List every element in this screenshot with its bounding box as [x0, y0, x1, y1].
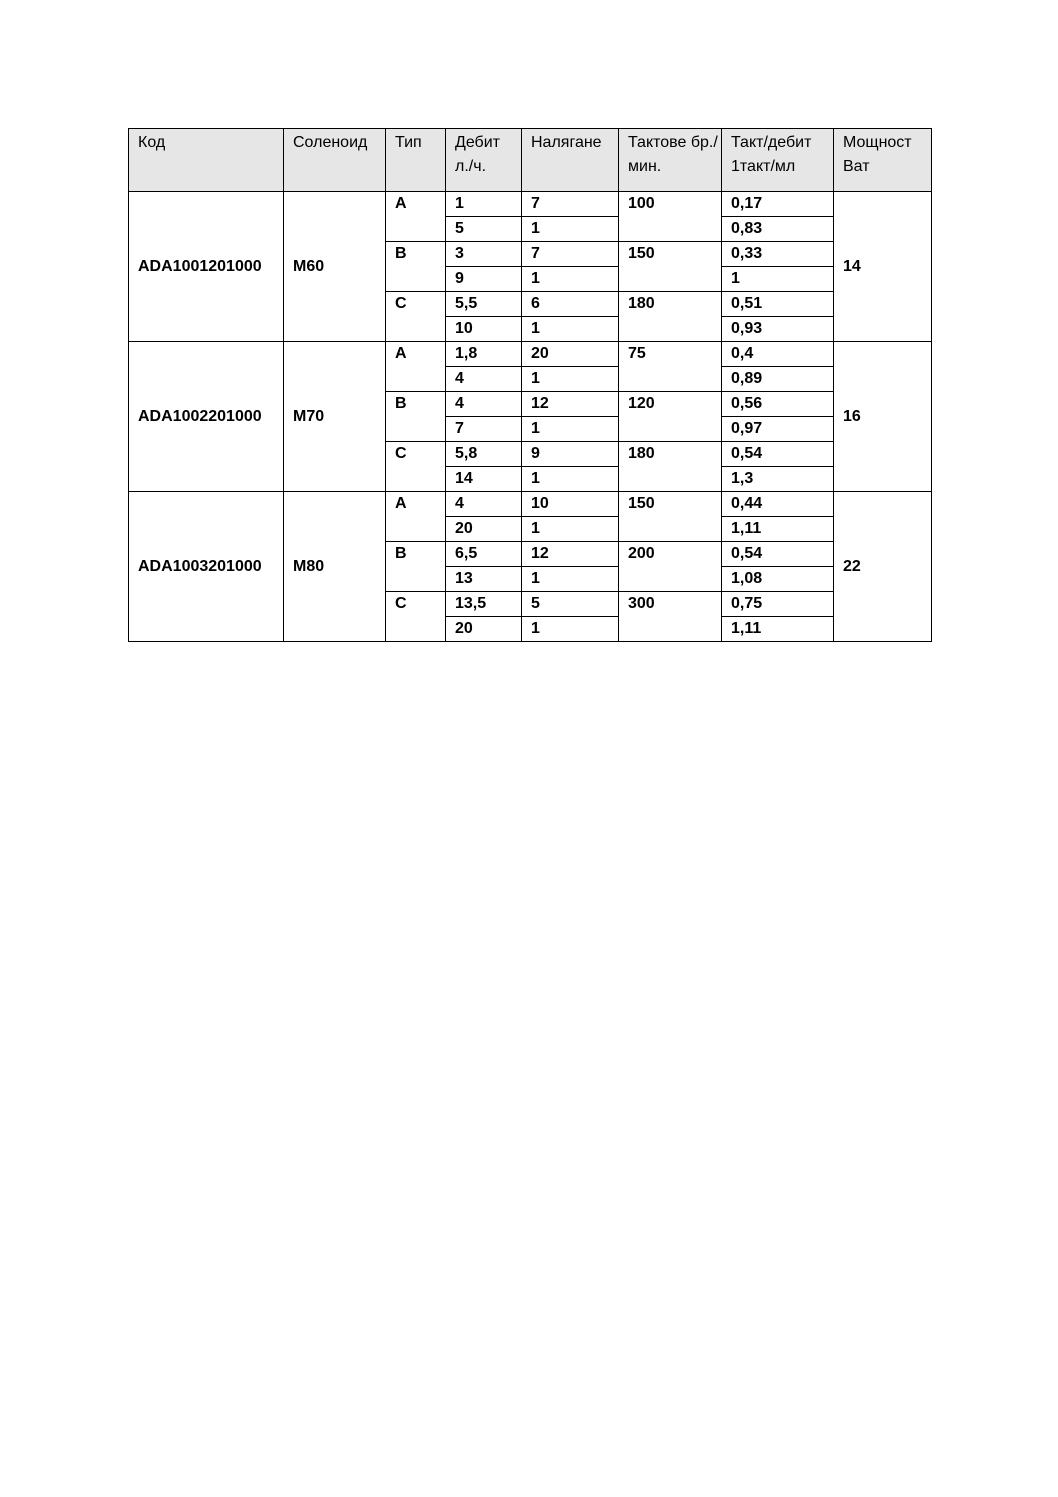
flow-rate: 20 — [446, 517, 522, 542]
power: 22 — [834, 492, 932, 642]
product-code: ADA1002201000 — [129, 342, 284, 492]
product-code: ADA1001201000 — [129, 192, 284, 342]
spec-table — [128, 128, 932, 642]
pressure: 12 — [522, 392, 619, 417]
pump-type: B — [386, 242, 446, 292]
flow-rate: 4 — [446, 367, 522, 392]
stroke-ratio: 0,17 — [722, 192, 834, 217]
solenoid: M80 — [284, 492, 386, 642]
strokes-per-minute: 180 — [619, 292, 722, 342]
pump-type: A — [386, 492, 446, 542]
stroke-ratio: 1,3 — [722, 467, 834, 492]
pump-type: B — [386, 392, 446, 442]
strokes-per-minute: 180 — [619, 442, 722, 492]
pump-type: A — [386, 192, 446, 242]
table-row — [129, 192, 932, 217]
pressure: 1 — [522, 467, 619, 492]
pressure: 1 — [522, 217, 619, 242]
strokes-per-minute: 300 — [619, 592, 722, 642]
flow-rate: 5,8 — [446, 442, 522, 467]
stroke-ratio: 0,51 — [722, 292, 834, 317]
pressure: 5 — [522, 592, 619, 617]
strokes-per-minute: 75 — [619, 342, 722, 392]
pump-type: B — [386, 542, 446, 592]
header-flow: Дебит л./ч. — [446, 129, 522, 192]
header-row — [129, 129, 932, 192]
power: 14 — [834, 192, 932, 342]
strokes-per-minute: 120 — [619, 392, 722, 442]
flow-rate: 9 — [446, 267, 522, 292]
header-solenoid: Соленоид — [284, 129, 386, 192]
stroke-ratio: 0,33 — [722, 242, 834, 267]
pressure: 6 — [522, 292, 619, 317]
power: 16 — [834, 342, 932, 492]
flow-rate: 10 — [446, 317, 522, 342]
pressure: 1 — [522, 417, 619, 442]
pressure: 1 — [522, 567, 619, 592]
strokes-per-minute: 100 — [619, 192, 722, 242]
stroke-ratio: 0,83 — [722, 217, 834, 242]
header-pressure: Налягане — [522, 129, 619, 192]
stroke-ratio: 1,08 — [722, 567, 834, 592]
pressure: 1 — [522, 617, 619, 642]
stroke-ratio: 0,56 — [722, 392, 834, 417]
pressure: 20 — [522, 342, 619, 367]
pump-type: C — [386, 592, 446, 642]
table-body — [129, 192, 932, 642]
stroke-ratio: 0,93 — [722, 317, 834, 342]
pressure: 1 — [522, 267, 619, 292]
pressure: 7 — [522, 192, 619, 217]
flow-rate: 14 — [446, 467, 522, 492]
pressure: 1 — [522, 317, 619, 342]
pressure: 1 — [522, 367, 619, 392]
flow-rate: 13 — [446, 567, 522, 592]
pressure: 10 — [522, 492, 619, 517]
stroke-ratio: 0,54 — [722, 442, 834, 467]
stroke-ratio: 0,54 — [722, 542, 834, 567]
header-type: Тип — [386, 129, 446, 192]
flow-rate: 13,5 — [446, 592, 522, 617]
stroke-ratio: 0,4 — [722, 342, 834, 367]
pressure: 1 — [522, 517, 619, 542]
header-code: Код — [129, 129, 284, 192]
stroke-ratio: 0,97 — [722, 417, 834, 442]
flow-rate: 4 — [446, 492, 522, 517]
flow-rate: 5,5 — [446, 292, 522, 317]
pump-type: C — [386, 292, 446, 342]
header-power: Мощност Ват — [834, 129, 932, 192]
flow-rate: 20 — [446, 617, 522, 642]
pressure: 9 — [522, 442, 619, 467]
flow-rate: 6,5 — [446, 542, 522, 567]
solenoid: M60 — [284, 192, 386, 342]
stroke-ratio: 0,89 — [722, 367, 834, 392]
header-strokes: Тактове бр./мин. — [619, 129, 722, 192]
flow-rate: 1 — [446, 192, 522, 217]
stroke-ratio: 1,11 — [722, 617, 834, 642]
strokes-per-minute: 150 — [619, 492, 722, 542]
stroke-ratio: 1 — [722, 267, 834, 292]
strokes-per-minute: 200 — [619, 542, 722, 592]
pump-type: A — [386, 342, 446, 392]
pressure: 7 — [522, 242, 619, 267]
stroke-ratio: 1,11 — [722, 517, 834, 542]
flow-rate: 1,8 — [446, 342, 522, 367]
strokes-per-minute: 150 — [619, 242, 722, 292]
flow-rate: 4 — [446, 392, 522, 417]
flow-rate: 3 — [446, 242, 522, 267]
stroke-ratio: 0,44 — [722, 492, 834, 517]
pressure: 12 — [522, 542, 619, 567]
flow-rate: 5 — [446, 217, 522, 242]
flow-rate: 7 — [446, 417, 522, 442]
table-row — [129, 492, 932, 517]
product-code: ADA1003201000 — [129, 492, 284, 642]
solenoid: M70 — [284, 342, 386, 492]
header-stroke-ratio: Такт/дебит 1такт/мл — [722, 129, 834, 192]
table-row — [129, 342, 932, 367]
pump-type: C — [386, 442, 446, 492]
stroke-ratio: 0,75 — [722, 592, 834, 617]
